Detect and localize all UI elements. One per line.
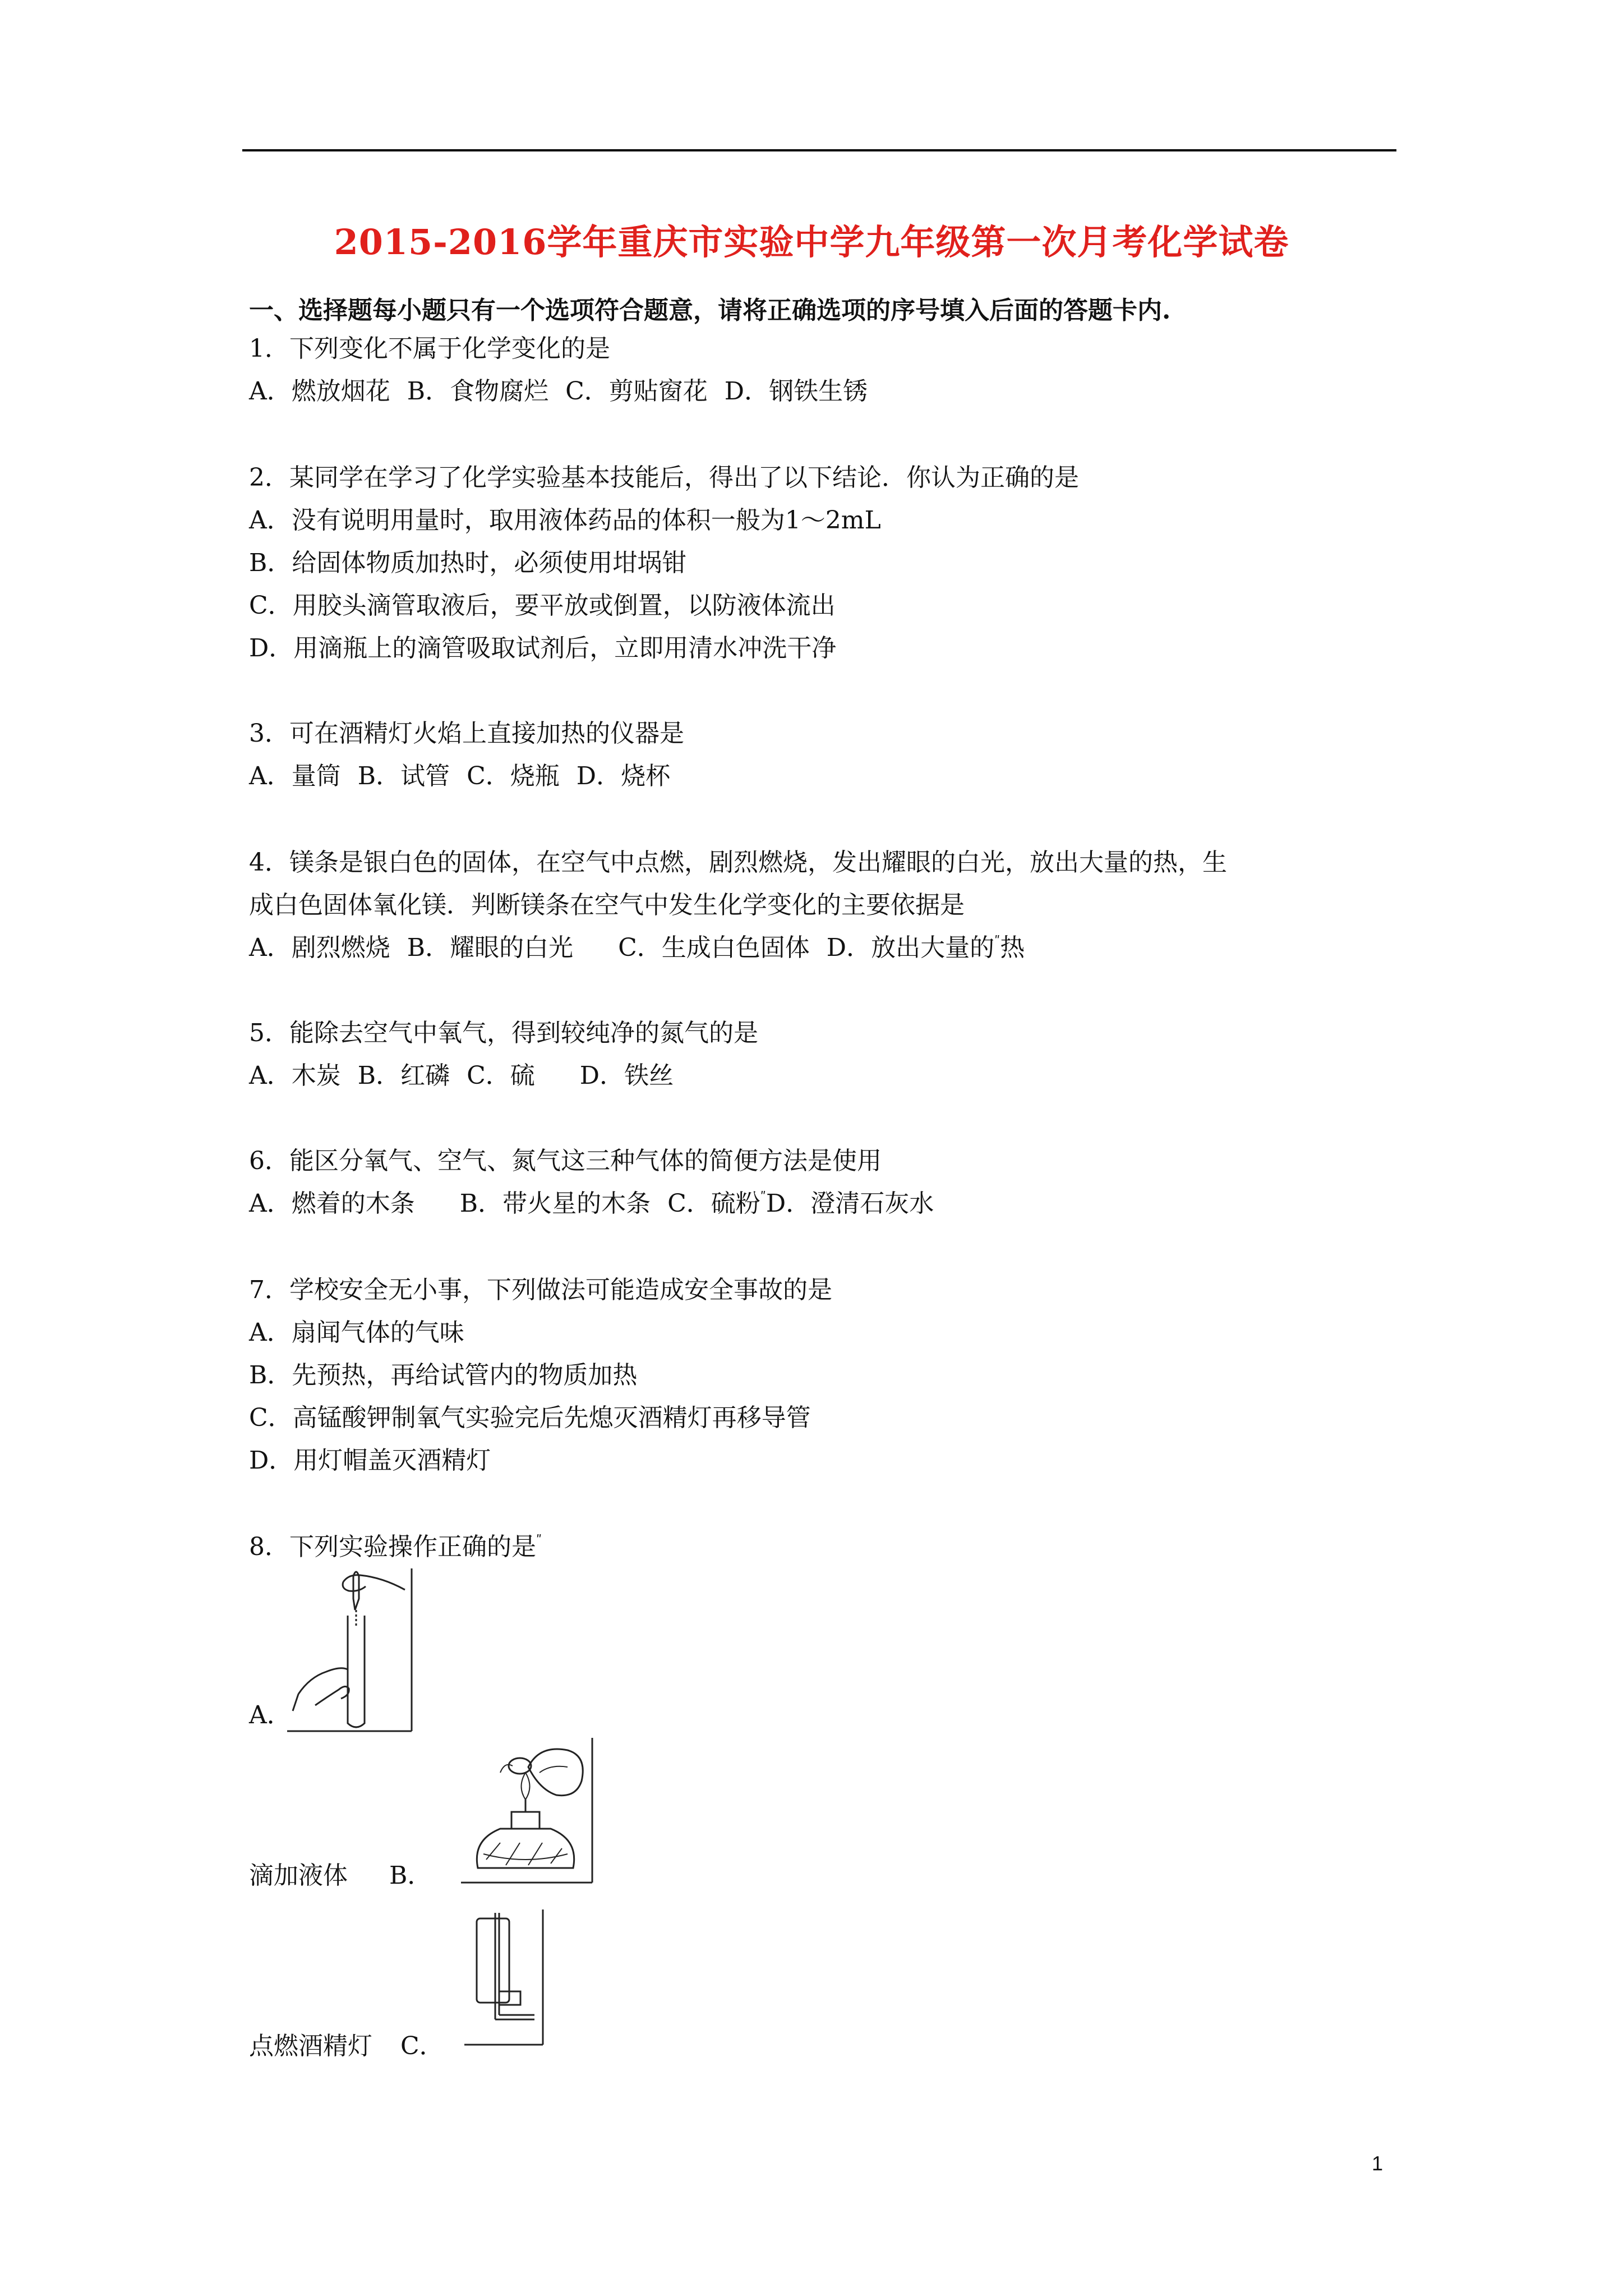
question-6-options: [249, 1191, 934, 1216]
q1-option-b: B．食物腐烂: [407, 377, 549, 406]
q3-option-d: D．烧杯: [576, 762, 671, 790]
q4-option-b: B．耀眼的白光: [407, 933, 574, 962]
figure-dropper-liquid: [287, 1565, 416, 1733]
question-4-options: [249, 933, 1025, 962]
question-1-stem: 1．下列变化不属于化学变化的是: [249, 334, 610, 363]
q4-option-d: D．放出大量的$^ʺ$热: [826, 933, 1025, 962]
q2-option-c: C．用胶头滴管取液后，要平放或倒置，以防液体流出: [249, 591, 836, 620]
stray-mark: ʺ: [760, 1190, 766, 1204]
question-1-options: [249, 379, 868, 404]
q2-option-a: A．没有说明用量时，取用液体药品的体积一般为1～2mL: [249, 506, 881, 535]
q6-option-a: A．燃着的木条: [249, 1189, 415, 1218]
q2-option-d: D．用滴瓶上的滴管吸取试剂后，立即用清水冲洗干净: [249, 634, 837, 662]
question-7-stem: 7．学校安全无小事，下列做法可能造成安全事故的是: [249, 1276, 832, 1304]
q5-option-b: B．红磷: [357, 1061, 450, 1090]
page-title: 2015-2016学年重庆市实验中学九年级第一次月考化学试卷: [334, 222, 1289, 263]
q7-option-b: B．先预热，再给试管内的物质加热: [249, 1361, 638, 1389]
header-rule: [242, 149, 1396, 151]
q8-caption-b: 点燃酒精灯: [249, 2032, 372, 2060]
q8-option-b-row: [249, 1861, 432, 1890]
q1-option-a: A．燃放烟花: [249, 377, 390, 406]
q6-option-b: B．带火星的木条: [459, 1189, 651, 1218]
question-8-stem: 8．下列实验操作正确的是$^ʺ$: [249, 1533, 542, 1561]
q8-option-c-row: [249, 2034, 444, 2059]
q8-option-b-label: B．: [389, 1861, 432, 1890]
question-4-stem-line1: 4．镁条是银白色的固体，在空气中点燃，剧烈燃烧，发出耀眼的白光，放出大量的热，生: [249, 848, 1227, 877]
q8-option-c-label: C．: [400, 2032, 444, 2060]
q4-option-a: A．剧烈燃烧: [249, 933, 390, 962]
q6-option-d: D．澄清石灰水: [766, 1189, 934, 1218]
q7-option-a: A．扇闻气体的气味: [249, 1318, 464, 1347]
q2-option-b: B．给固体物质加热时，必须使用坩埚钳: [249, 549, 687, 577]
q4-option-c: C．生成白色固体: [618, 933, 810, 962]
q8-option-a-label: A．: [249, 1701, 292, 1729]
q1-option-c: C．剪贴窗花: [565, 377, 708, 406]
q3-option-a: A．量筒: [249, 762, 341, 790]
question-2-stem: 2．某同学在学习了化学实验基本技能后，得出了以下结论．你认为正确的是: [249, 463, 1079, 492]
page-number: 1: [1372, 2152, 1384, 2175]
figure-tube-apparatus: [464, 1907, 548, 2047]
question-3-stem: 3．可在酒精灯火焰上直接加热的仪器是: [249, 719, 684, 748]
q7-option-c: C．高锰酸钾制氧气实验完后先熄灭酒精灯再移导管: [249, 1404, 811, 1432]
question-6-stem: 6．能区分氧气、空气、氮气这三种气体的简便方法是使用: [249, 1147, 882, 1175]
question-5-stem: 5．能除去空气中氧气，得到较纯净的氮气的是: [249, 1019, 758, 1047]
q3-option-b: B．试管: [357, 762, 450, 790]
section-heading: 一、选择题每小题只有一个选项符合题意，请将正确选项的序号填入后面的答题卡内.: [249, 296, 1171, 325]
figure-alcohol-lamp: [461, 1733, 596, 1885]
q3-option-c: C．烧瓶: [467, 762, 560, 790]
question-5-options: [249, 1061, 674, 1090]
q5-option-d: D．铁丝: [579, 1061, 674, 1090]
question-4-stem-line2: 成白色固体氧化镁．判断镁条在空气中发生化学变化的主要依据是: [249, 891, 965, 919]
stray-mark: ʺ: [994, 935, 1000, 949]
q8-caption-a: 滴加液体: [249, 1861, 348, 1890]
q7-option-d: D．用灯帽盖灭酒精灯: [249, 1446, 491, 1475]
q5-option-a: A．木炭: [249, 1061, 341, 1090]
q5-option-c: C．硫: [467, 1061, 535, 1090]
q6-option-c: C．硫粉: [667, 1189, 760, 1218]
stray-mark: ʺ: [536, 1534, 542, 1548]
q1-option-d: D．钢铁生锈: [724, 377, 868, 406]
question-3-options: [249, 764, 670, 789]
